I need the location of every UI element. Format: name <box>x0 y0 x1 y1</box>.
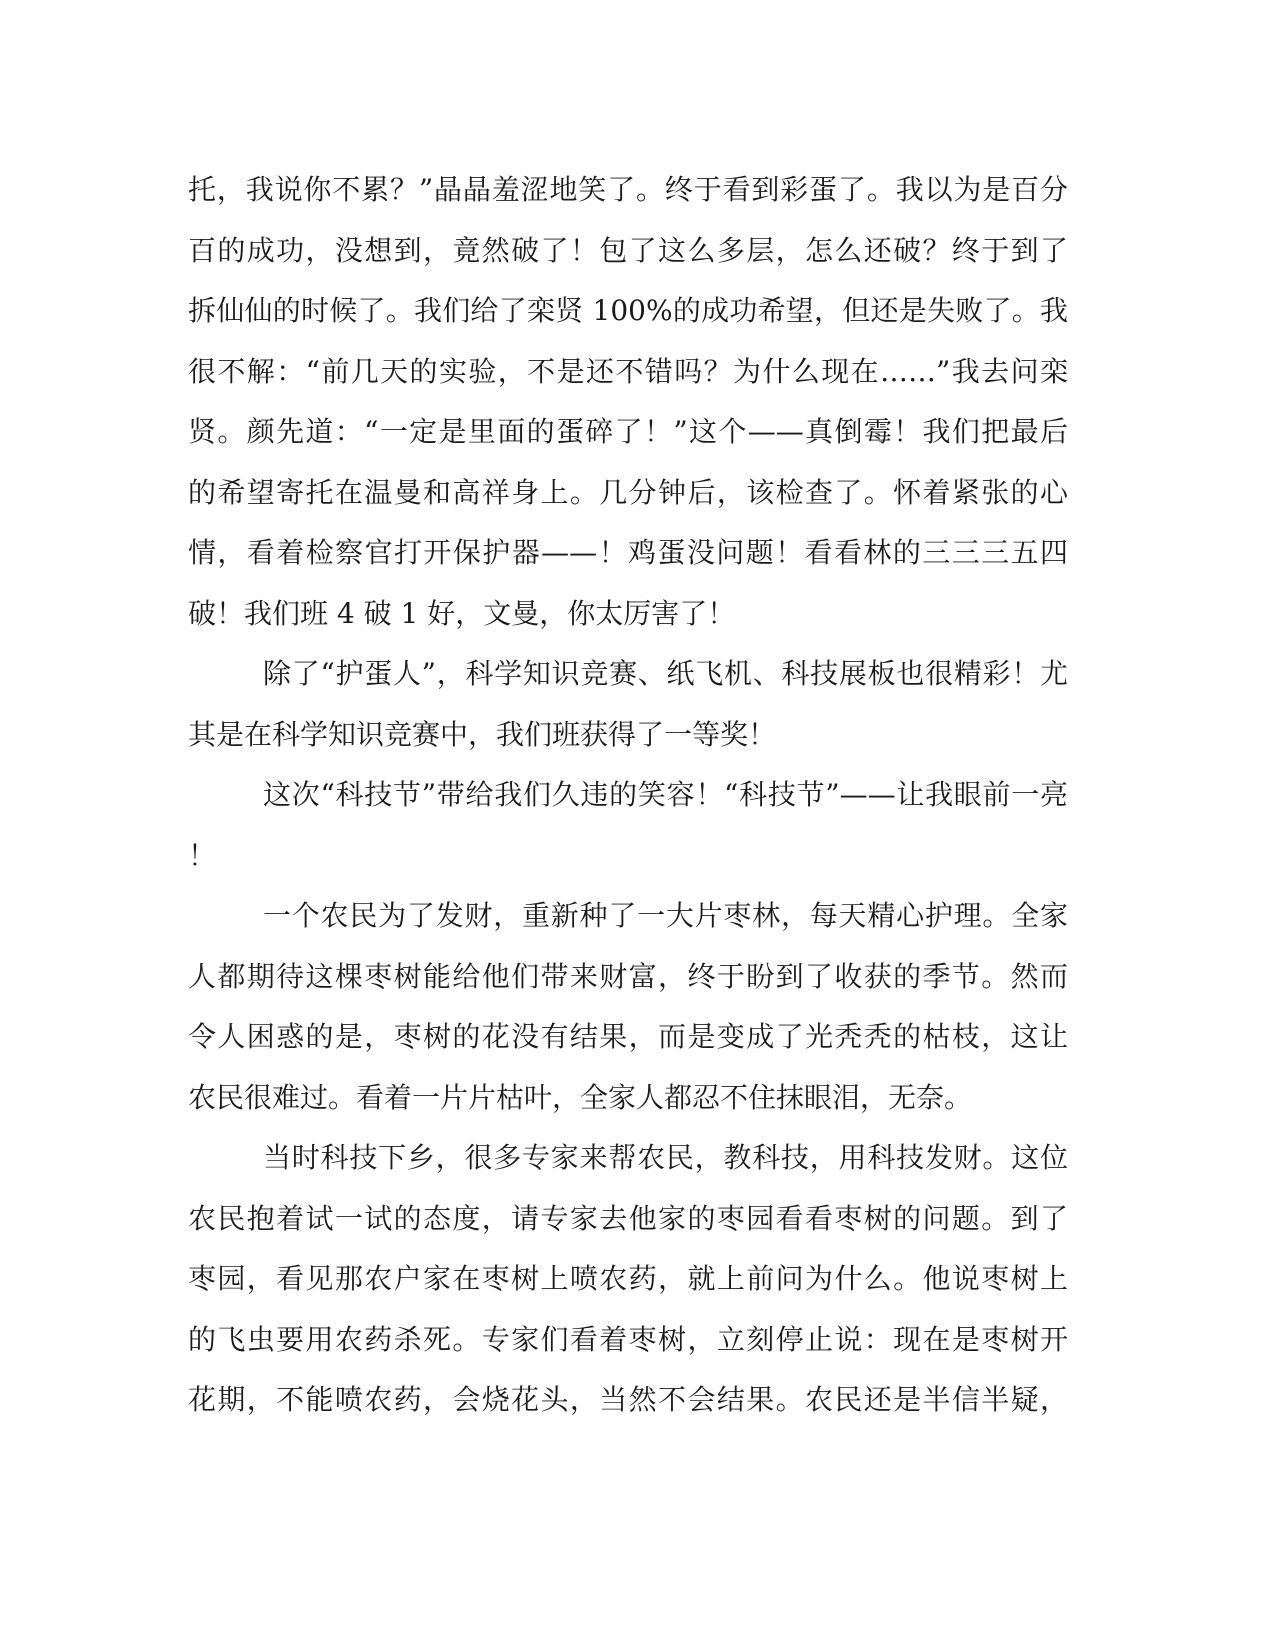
text-line: 情，看着检察官打开保护器——！鸡蛋没问题！看看林的三三三五四 <box>188 536 1068 569</box>
text-line: 很不解：“前几天的实验，不是还不错吗？为什么现在……”我去问栾 <box>188 354 1068 388</box>
text-line: 的飞虫要用农药杀死。专家们看着枣树，立刻停止说：现在是枣树开 <box>188 1322 1068 1356</box>
text-line: 的希望寄托在温曼和高祥身上。几分钟后，该检查了。怀着紧张的心 <box>188 475 1068 509</box>
text-line: 枣园，看见那农户家在枣树上喷农药，就上前问为什么。他说枣树上 <box>188 1262 1068 1295</box>
text-line: 托，我说你不累？”晶晶羞涩地笑了。终于看到彩蛋了。我以为是百分 <box>188 173 1068 206</box>
text-line: 当时科技下乡，很多专家来帮农民，教科技，用科技发财。这位 <box>263 1141 1068 1174</box>
body-text <box>188 160 1068 1431</box>
text-line: 农民抱着试一试的态度，请专家去他家的枣园看看枣树的问题。到了 <box>188 1201 1068 1235</box>
text-line: 令人困惑的是，枣树的花没有结果，而是变成了光秃秃的枯枝，这让 <box>188 1020 1068 1053</box>
text-line: 拆仙仙的时候了。我们给了栾贤 100%的成功希望，但还是失败了。我 <box>188 294 1068 327</box>
text-line: 人都期待这棵枣树能给他们带来财富，终于盼到了收获的季节。然而 <box>188 959 1068 993</box>
text-line: 花期，不能喷农药，会烧花头，当然不会结果。农民还是半信半疑， <box>188 1383 1068 1416</box>
text-line: ！ <box>188 838 217 872</box>
text-line: 一个农民为了发财，重新种了一大片枣林，每天精心护理。全家 <box>263 899 1068 932</box>
text-line: 百的成功，没想到，竟然破了！包了这么多层，怎么还破？终于到了 <box>188 233 1068 267</box>
text-line: 破！我们班 4 破 1 好，文曼，你太厉害了！ <box>188 596 736 630</box>
text-line: 其是在科学知识竞赛中，我们班获得了一等奖！ <box>188 717 777 751</box>
text-line: 贤。颜先道：“一定是里面的蛋碎了！”这个——真倒霉！我们把最后 <box>188 415 1068 448</box>
text-line: 除了“护蛋人”，科学知识竞赛、纸飞机、科技展板也很精彩！尤 <box>263 657 1068 690</box>
text-line: 农民很难过。看着一片片枯叶，全家人都忍不住抹眼泪，无奈。 <box>188 1080 973 1114</box>
text-line: 这次“科技节”带给我们久违的笑容！“科技节”——让我眼前一亮 <box>263 778 1068 811</box>
